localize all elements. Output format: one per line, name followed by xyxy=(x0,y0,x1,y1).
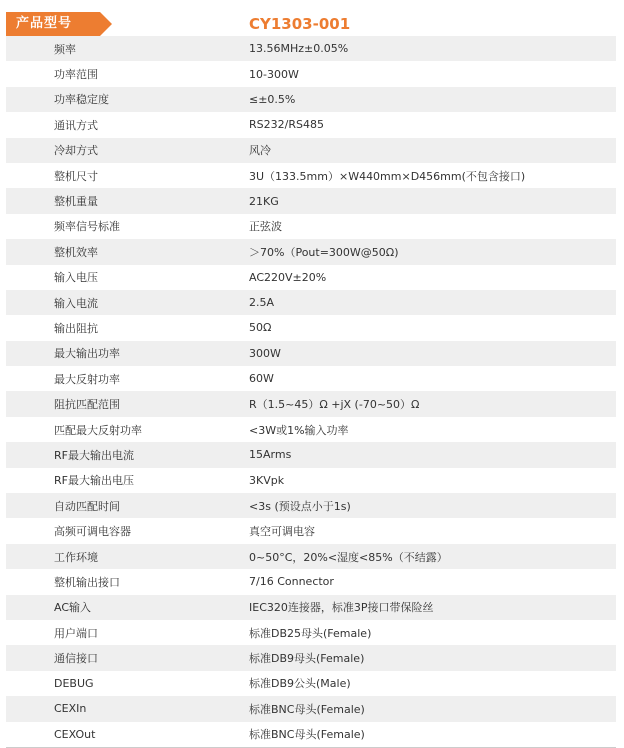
spec-label: RF最大输出电流 xyxy=(54,448,134,462)
spec-label: CEXIn xyxy=(54,702,87,716)
table-row xyxy=(6,239,616,264)
spec-value: AC220V±20% xyxy=(249,270,327,284)
spec-label: DEBUG xyxy=(54,676,94,690)
table-row xyxy=(6,569,616,594)
spec-value: <3W或1%输入功率 xyxy=(249,423,349,437)
table-row xyxy=(6,138,616,163)
spec-label: 通讯方式 xyxy=(54,118,98,132)
table-row xyxy=(6,366,616,391)
spec-label: 整机重量 xyxy=(54,195,98,209)
spec-label: 高频可调电容器 xyxy=(54,525,131,539)
spec-value: 标准DB25母头(Female) xyxy=(249,626,372,640)
spec-label: 频率信号标准 xyxy=(54,220,120,234)
table-row xyxy=(6,290,616,315)
spec-label: 自动匹配时间 xyxy=(54,499,120,513)
spec-value: 真空可调电容 xyxy=(249,525,315,539)
table-row xyxy=(6,620,616,645)
spec-rows xyxy=(6,36,616,747)
spec-value: 13.56MHz±0.05% xyxy=(249,42,349,56)
table-row xyxy=(6,696,616,721)
spec-label: 最大输出功率 xyxy=(54,347,120,361)
spec-label: 输出阻抗 xyxy=(54,321,98,335)
spec-value: 15Arms xyxy=(249,448,292,462)
spec-value: 7/16 Connector xyxy=(249,575,334,589)
spec-label: 整机输出接口 xyxy=(54,575,120,589)
spec-label: 功率范围 xyxy=(54,68,98,82)
spec-label: 频率 xyxy=(54,42,76,56)
table-row xyxy=(6,87,616,112)
spec-value: <3s (预设点小于1s) xyxy=(249,499,351,513)
spec-value: R（1.5~45）Ω +jX (-70~50）Ω xyxy=(249,398,420,412)
spec-label: 最大反射功率 xyxy=(54,372,120,386)
table-row xyxy=(6,214,616,239)
model-number: CY1303-001 xyxy=(249,15,351,33)
spec-value: IEC320连接器，标准3P接口带保险丝 xyxy=(249,601,434,615)
table-row xyxy=(6,493,616,518)
table-row xyxy=(6,468,616,493)
spec-value: 3KVpk xyxy=(249,473,285,487)
table-row xyxy=(6,163,616,188)
spec-label: 整机尺寸 xyxy=(54,169,98,183)
spec-value: 标准DB9公头(Male) xyxy=(249,677,351,691)
spec-label: RF最大输出电压 xyxy=(54,474,134,488)
spec-value: 风冷 xyxy=(249,144,271,158)
spec-value: 21KG xyxy=(249,194,279,208)
spec-value: RS232/RS485 xyxy=(249,118,324,132)
spec-value: 2.5A xyxy=(249,296,275,310)
spec-table xyxy=(6,12,616,748)
spec-value: 50Ω xyxy=(249,321,272,335)
table-row xyxy=(6,188,616,213)
spec-label: 冷却方式 xyxy=(54,144,98,158)
table-row xyxy=(6,671,616,696)
spec-value: 标准DB9母头(Female) xyxy=(249,652,365,666)
spec-value: ＞70%（Pout=300W@50Ω) xyxy=(249,245,399,259)
spec-label: 用户端口 xyxy=(54,626,98,640)
spec-label: 功率稳定度 xyxy=(54,93,109,107)
table-row xyxy=(6,36,616,61)
table-row xyxy=(6,417,616,442)
table-row xyxy=(6,315,616,340)
spec-value: 正弦波 xyxy=(249,220,282,234)
spec-label: 匹配最大反射功率 xyxy=(54,423,142,437)
spec-value: 60W xyxy=(249,372,274,386)
table-row xyxy=(6,442,616,467)
spec-value: 标准BNC母头(Female) xyxy=(249,728,365,742)
spec-label: AC输入 xyxy=(54,601,92,615)
table-row xyxy=(6,722,616,747)
table-row xyxy=(6,645,616,670)
spec-value: 10-300W xyxy=(249,67,299,81)
spec-label: 输入电流 xyxy=(54,296,98,310)
spec-label: 整机效率 xyxy=(54,245,98,259)
spec-value: 300W xyxy=(249,346,281,360)
spec-label: 工作环境 xyxy=(54,550,98,564)
table-row xyxy=(6,391,616,416)
spec-value: 标准BNC母头(Female) xyxy=(249,702,365,716)
table-row xyxy=(6,544,616,569)
spec-value: 3U（133.5mm）×W440mm×D456mm(不包含接口) xyxy=(249,169,526,183)
table-row xyxy=(6,112,616,137)
spec-label: 输入电压 xyxy=(54,271,98,285)
table-row xyxy=(6,518,616,543)
table-row xyxy=(6,265,616,290)
header-label: 产品型号 xyxy=(16,16,73,31)
spec-label: CEXOut xyxy=(54,727,96,741)
table-row xyxy=(6,341,616,366)
spec-value: ≤±0.5% xyxy=(249,92,296,106)
table-row xyxy=(6,595,616,620)
spec-value: 0~50°C，20%<湿度<85%（不结露） xyxy=(249,550,448,564)
spec-label: 阻抗匹配范围 xyxy=(54,398,120,412)
spec-label: 通信接口 xyxy=(54,652,98,666)
table-header xyxy=(6,12,616,36)
table-row xyxy=(6,61,616,86)
